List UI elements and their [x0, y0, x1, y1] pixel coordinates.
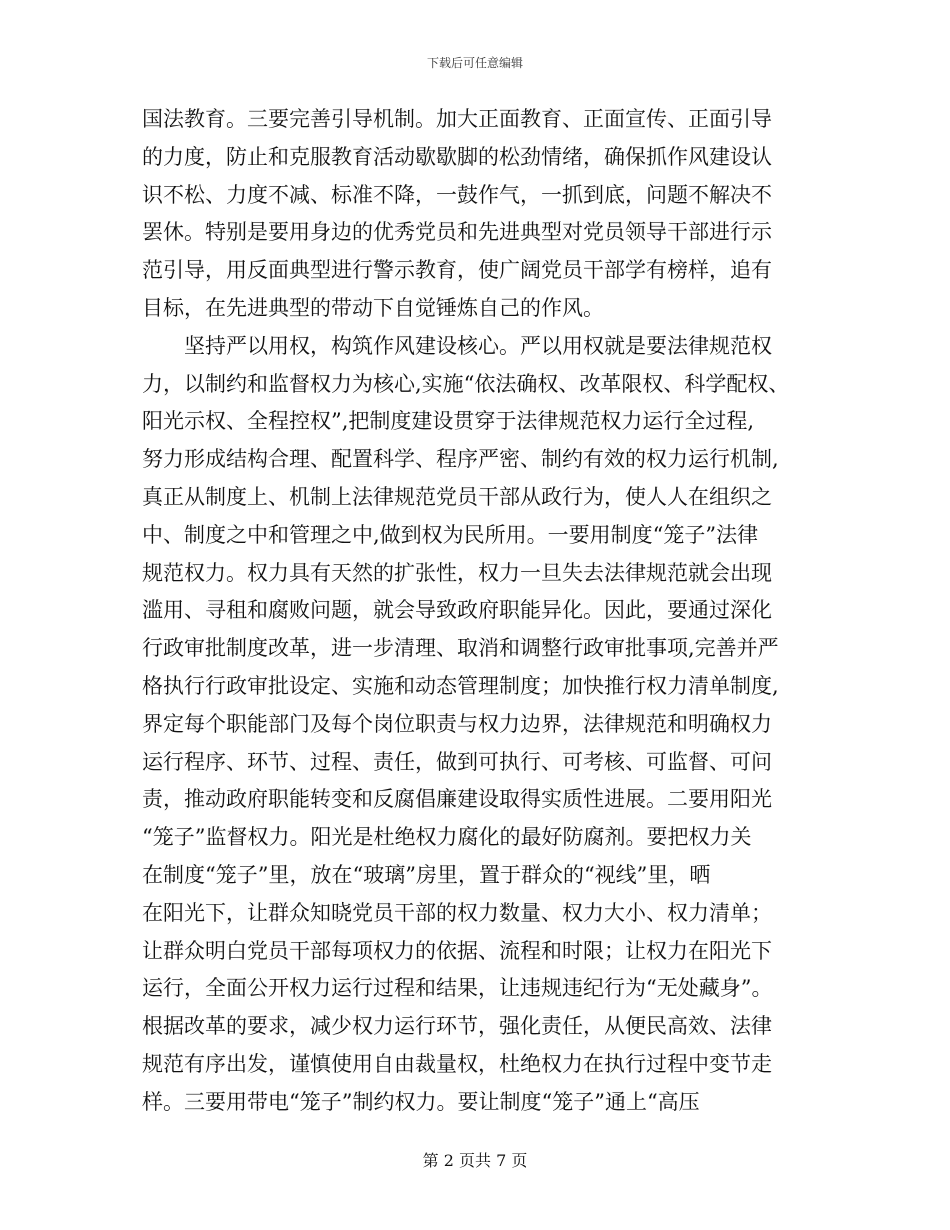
text-line: 识不松、力度不减、标准不降，一鼓作气，一抓到底，问题不解决不 — [142, 182, 772, 207]
text-line: 运行，全面公开权力运行过程和结果，让违规违纪行为“无处藏身”。 — [142, 976, 773, 1001]
text-line: 努力形成结构合理、配置科学、程序严密、制约有效的权力运行机制, — [142, 447, 779, 472]
text-line: 运行程序、环节、过程、责任，做到可执行、可考核、可监督、可问 — [142, 749, 772, 774]
text-line: 的力度，防止和克服教育活动歇歇脚的松劲情绪，确保抓作风建设认 — [142, 144, 772, 169]
text-line: 责，推动政府职能转变和反腐倡廉建设取得实质性进展。二要用阳光 — [142, 787, 772, 812]
text-line: 罢休。特别是要用身边的优秀党员和先进典型对党员领导干部进行示 — [142, 220, 772, 245]
text-line: 行政审批制度改革，进一步清理、取消和调整行政审批事项,完善并严 — [142, 636, 779, 661]
text-line: 界定每个职能部门及每个岗位职责与权力边界，法律规范和明确权力 — [142, 711, 772, 736]
text-line: 真正从制度上、机制上法律规范党员干部从政行为，使人人在组织之 — [142, 484, 772, 509]
body-text — [142, 101, 822, 1122]
text-line: 国法教育。三要完善引导机制。加大正面教育、正面宣传、正面引导 — [142, 107, 772, 131]
page-header: 下载后可任意编辑 — [426, 56, 523, 70]
text-line: 让群众明白党员干部每项权力的依据、流程和时限；让权力在阳光下 — [142, 938, 772, 963]
text-line: 范引导，用反面典型进行警示教育，使广阔党员干部学有榜样，追有 — [142, 258, 772, 283]
text-line: 阳光示权、全程控权”,把制度建设贯穿于法律规范权力运行全过程, — [142, 409, 755, 434]
text-line: 在制度“笼子”里，放在“玻璃”房里，置于群众的“视线”里，晒 — [142, 862, 711, 887]
text-line: 力，以制约和监督权力为核心,实施“依法确权、改革限权、科学配权、 — [142, 371, 790, 396]
text-line: 格执行行政审批设定、实施和动态管理制度；加快推行权力清单制度, — [142, 673, 779, 698]
text-line: 样。三要用带电“笼子”制约权力。要让制度“笼子”通上“高压 — [142, 1089, 700, 1114]
text-line: 滥用、寻租和腐败问题，就会导致政府职能异化。因此，要通过深化 — [142, 598, 772, 623]
text-line: 中、制度之中和管理之中,做到权为民所用。一要用制度“笼子”法律 — [142, 522, 759, 547]
text-line: 目标，在先进典型的带动下自觉锤炼自己的作风。 — [142, 295, 604, 320]
text-line: 在阳光下，让群众知晓党员干部的权力数量、权力大小、权力清单； — [142, 900, 772, 925]
text-line: 坚持严以用权，构筑作风建设核心。严以用权就是要法律规范权 — [142, 333, 772, 358]
text-line: 规范有序出发，谨慎使用自由裁量权，杜绝权力在执行过程中变节走 — [142, 1051, 772, 1076]
page-number: 第 2 页共 7 页 — [422, 1151, 528, 1170]
text-line: “笼子”监督权力。阳光是杜绝权力腐化的最好防腐剂。要把权力关 — [142, 825, 752, 850]
text-line: 规范权力。权力具有天然的扩张性，权力一旦失去法律规范就会出现 — [142, 560, 772, 585]
text-line: 根据改革的要求，减少权力运行环节，强化责任，从便民高效、法律 — [142, 1014, 772, 1039]
